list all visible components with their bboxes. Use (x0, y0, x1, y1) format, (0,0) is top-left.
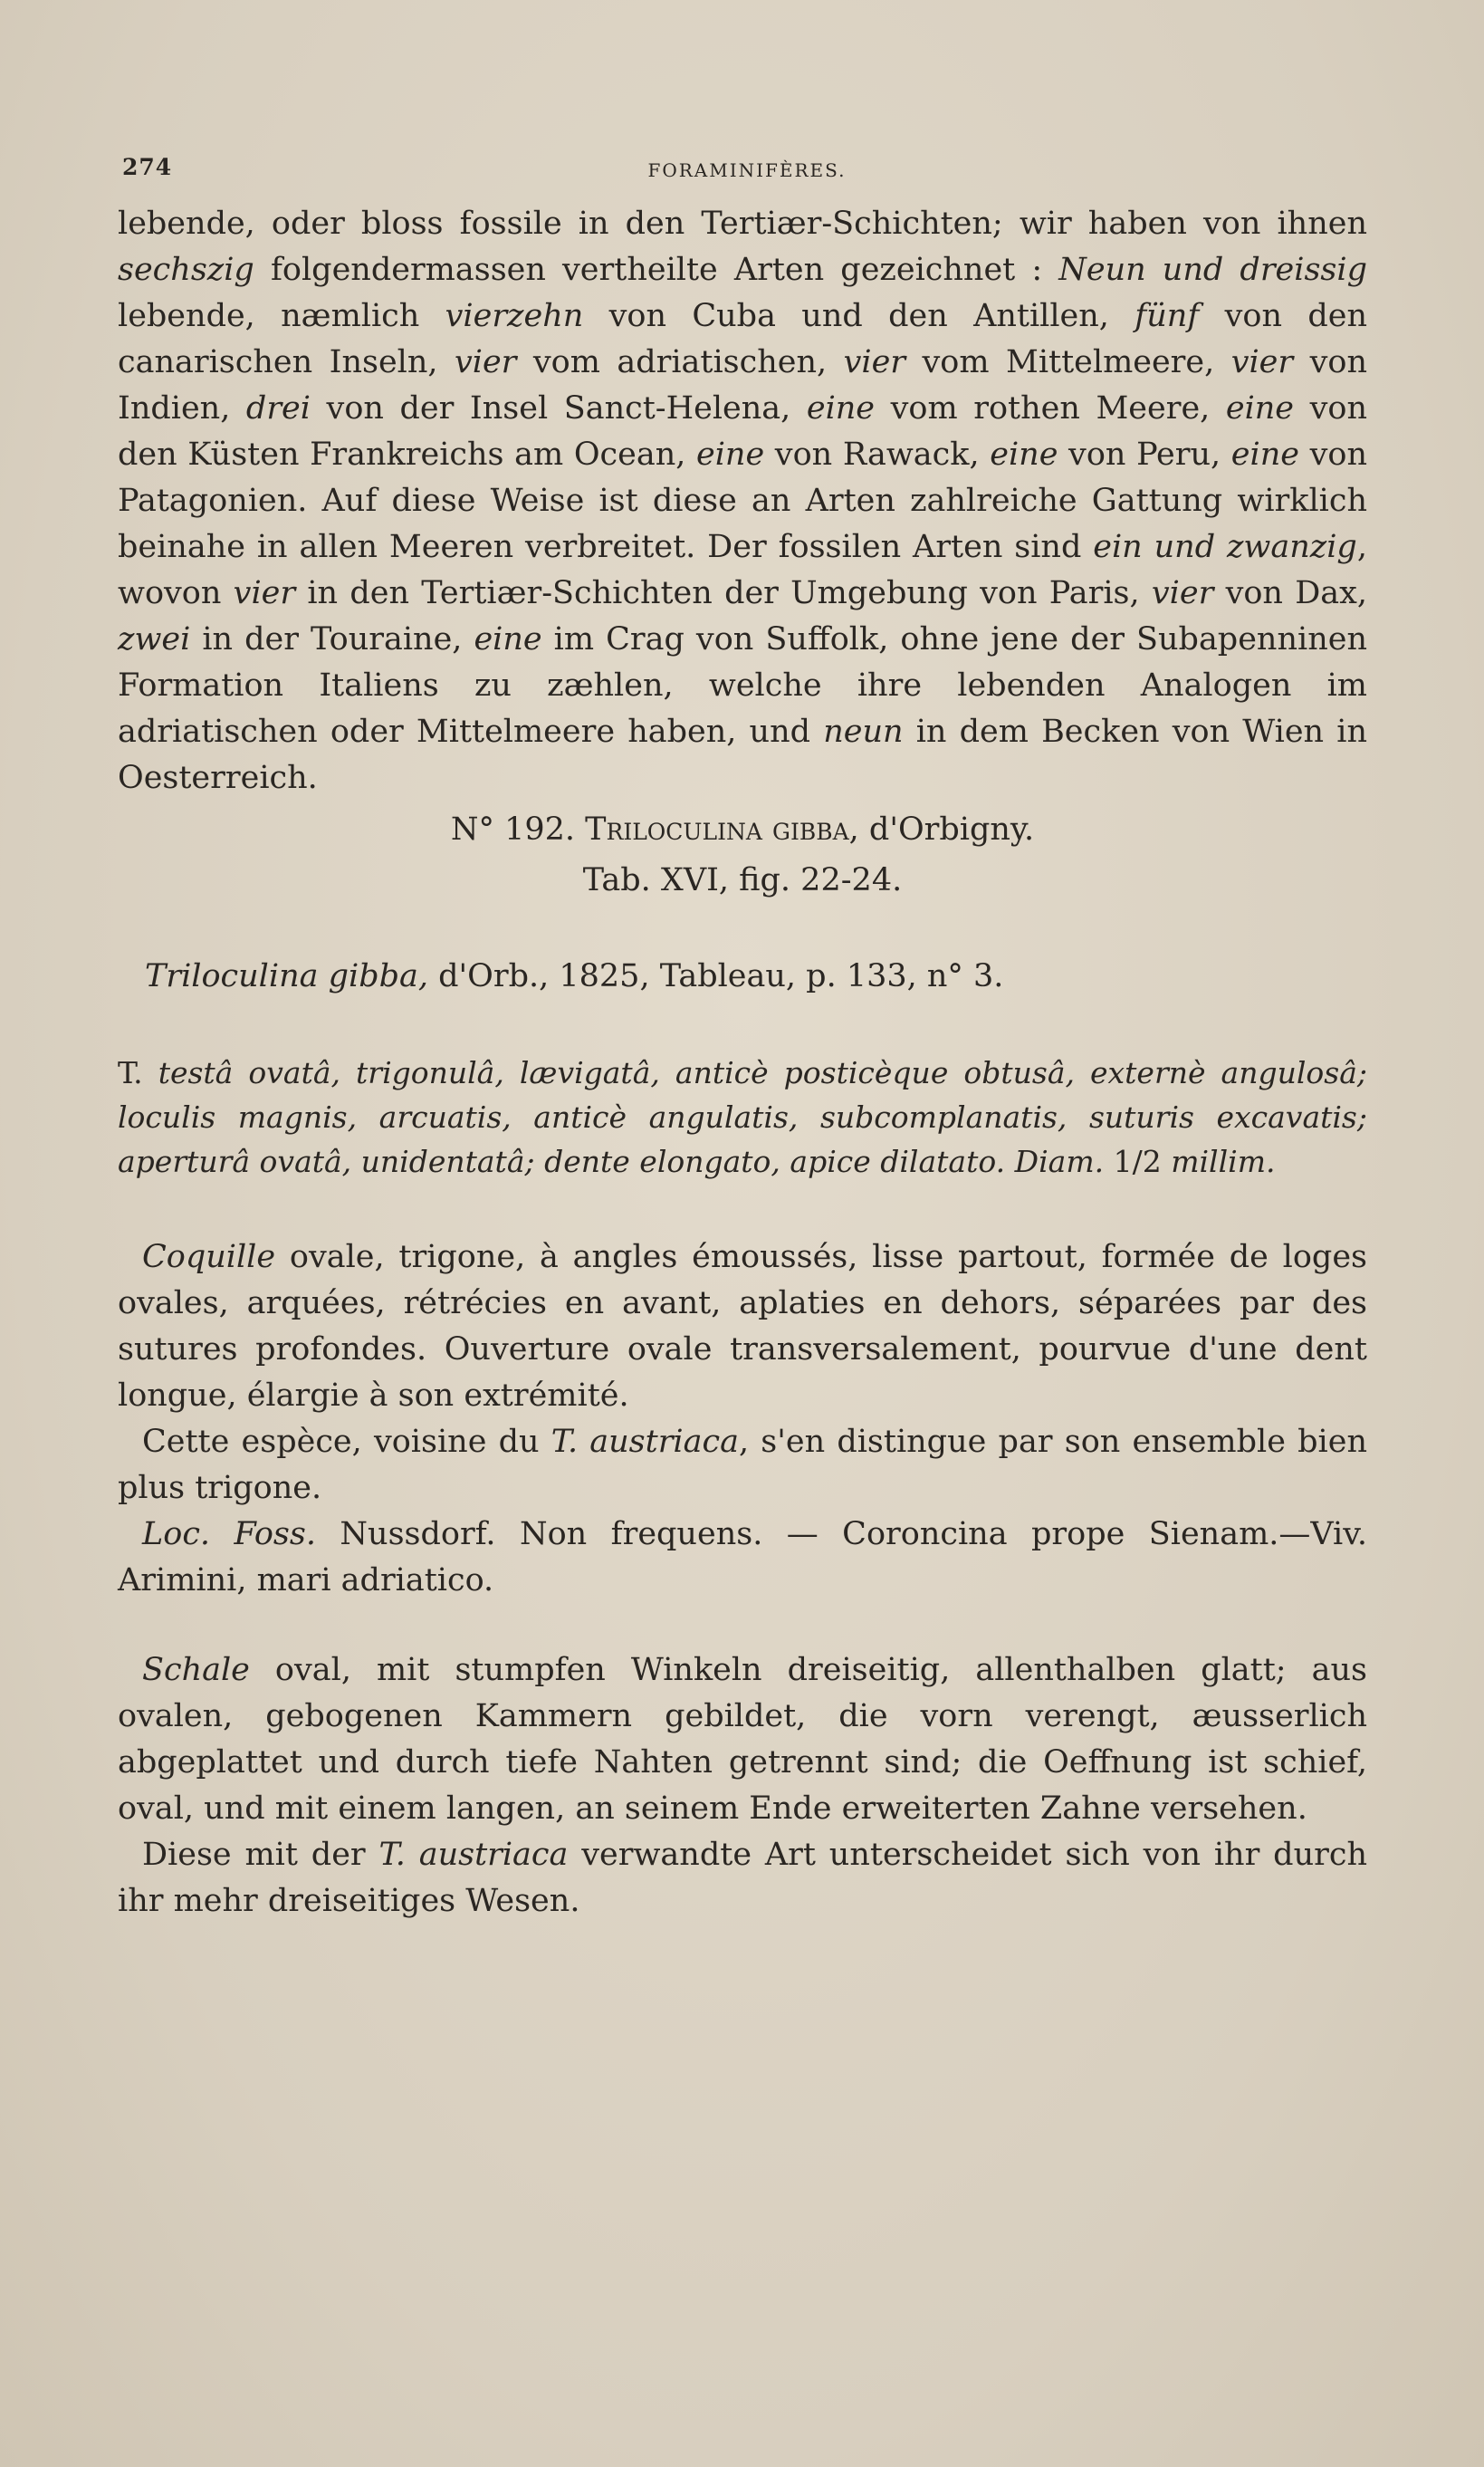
intro-paragraph (118, 201, 1367, 802)
text-run: von Cuba und den Antillen, (583, 298, 1135, 334)
text-run: in dem Becken von Wien in Oesterreich. (118, 714, 1367, 796)
text-run: Nussdorf. Non frequens. — Coroncina prope Sienam.—Viv. Arimini, mari adriatico. (118, 1516, 1367, 1598)
text-run: oval, mit stumpfen Winkeln dreiseitig, allenthalben glatt; aus ovalen, gebogenen Kammern gebildet, die vorn verengt, æusserlich abgeplattet und durch tiefe Nahten getrennt sind; die Oeffnung ist schief, oval, und mit einem langen, an seinem Ende erweiterten Zahne versehen. (118, 1652, 1367, 1827)
italic-run: T. austriaca (378, 1837, 569, 1873)
text-run: Cette espèce, voisine du (142, 1424, 551, 1460)
running-title: FORAMINIFÈRES. (647, 159, 847, 181)
italic-run: eine (1230, 437, 1299, 473)
italic-run: Schale (142, 1652, 250, 1688)
text-run: , s'en distingue par son ensemble bien plus trigone. (118, 1424, 1367, 1506)
text-run: von den Küsten Frankreichs am Ocean, (118, 390, 1367, 473)
text-run: in den Tertiær-Schichten der Umgebung von Paris, (295, 575, 1152, 611)
latin-diagnosis-text (118, 1051, 1367, 1184)
italic-run: eine (1225, 390, 1295, 427)
italic-run: eine (696, 437, 765, 473)
italic-run: testâ ovatâ, trigonulâ, lævigatâ, anticè posticèque obtusâ, externè angulosâ; loculis magnis, arcuatis, anticè angulatis, subcomplanatis, suturis excavatis; aperturâ ovatâ, unidentatâ; dente elongato, apice dilatato. Diam. (118, 1055, 1367, 1179)
text-run: von der Insel Sanct-Helena, (310, 390, 807, 427)
italic-run: millim. (1161, 1144, 1276, 1179)
italic-run: eine (990, 437, 1058, 473)
text-run: T. (118, 1055, 143, 1090)
text-run: im Crag von Suffolk, ohne jene der Subapenninen Formation Italiens zu zæhlen, welche ihre lebenden Analogen im adriatischen oder Mittelmeere haben, und (118, 621, 1367, 750)
text-run: folgendermassen vertheilte Arten gezeichnet : (254, 252, 1059, 288)
italic-run: vier (454, 344, 517, 380)
text-run: , wovon (118, 529, 1367, 611)
text-run: von den canarischen Inseln, (118, 298, 1367, 380)
italic-run: vier (1230, 344, 1294, 380)
italic-run: vier (843, 344, 906, 380)
page-header (122, 154, 1372, 190)
text-run: von Patagonien. Auf diese Weise ist diese an Arten zahlreiche Gattung wirklich beinahe in allen Meeren verbreitet. Der fossilen Arten sind (118, 437, 1367, 565)
text-run: vom adriatischen, (516, 344, 844, 380)
french-description (118, 1234, 1367, 1419)
text-run: von Rawack, (764, 437, 991, 473)
italic-run: eine (806, 390, 876, 427)
italic-run: vierzehn (445, 298, 584, 334)
synonymy (145, 954, 1367, 1000)
french-section (118, 1234, 1367, 1604)
italic-run: eine (474, 621, 542, 658)
species-heading (118, 804, 1367, 906)
italic-run: sechszig (118, 252, 254, 288)
italic-run: drei (245, 390, 311, 427)
intro-paragraph-text (118, 201, 1367, 802)
text-run: von Peru, (1058, 437, 1231, 473)
italic-run: Triloculina gibba, (145, 958, 429, 994)
text-run: vom rothen Meere, (875, 390, 1226, 427)
text-run: 1/2 (1113, 1144, 1162, 1179)
species-title (118, 804, 1367, 855)
text-run: verwandte Art unterscheidet sich von ihr durch ihr mehr dreiseitiges Wesen. (118, 1837, 1367, 1919)
text-run: Diese mit der (142, 1837, 379, 1873)
italic-run: vier (1151, 575, 1214, 611)
text-run: in der Touraine, (190, 621, 474, 658)
text-run: vom Mittelmeere, (905, 344, 1231, 380)
species-author: , d'Orbigny. (848, 811, 1035, 848)
italic-run: zwei (118, 621, 191, 658)
italic-run: fünf (1135, 298, 1200, 334)
italic-run: Coquille (142, 1239, 276, 1275)
text-run: ovale, trigone, à angles émoussés, lisse partout, formée de loges ovales, arquées, rétrécies en avant, aplaties en dehors, séparées par des sutures profondes. Ouverture ovale transversalement, pourvue d'une dent longue, élargie à son extrémité. (118, 1239, 1367, 1414)
locality (118, 1512, 1367, 1604)
latin-diagnosis (118, 1051, 1367, 1184)
text-run: lebende, oder bloss fossile in den Tertiær-Schichten; wir haben von ihnen (118, 206, 1367, 242)
german-comparison (118, 1832, 1367, 1925)
italic-run: ein und zwanzig (1093, 529, 1357, 565)
species-name: Triloculina gibba (585, 811, 849, 848)
text-run: von Indien, (118, 344, 1367, 427)
plate-reference: Tab. XVI, fig. 22-24. (582, 862, 903, 898)
page-number: 274 (122, 154, 173, 180)
text-run: lebende, næmlich (118, 298, 445, 334)
italic-run: vier (233, 575, 296, 611)
german-section (118, 1647, 1367, 1925)
italic-run: T. austriaca (551, 1424, 739, 1460)
text-run: d'Orb., 1825, Tableau, p. 133, n° 3. (428, 958, 1004, 994)
synonymy-text (145, 954, 1367, 1000)
text-run: von Dax, (1213, 575, 1368, 611)
french-comparison (118, 1419, 1367, 1512)
species-number: N° 192. (450, 811, 576, 848)
italic-run: Loc. Foss. (142, 1516, 316, 1552)
italic-run: neun (823, 714, 904, 750)
italic-run: Neun und dreissig (1058, 252, 1367, 288)
german-description (118, 1647, 1367, 1832)
